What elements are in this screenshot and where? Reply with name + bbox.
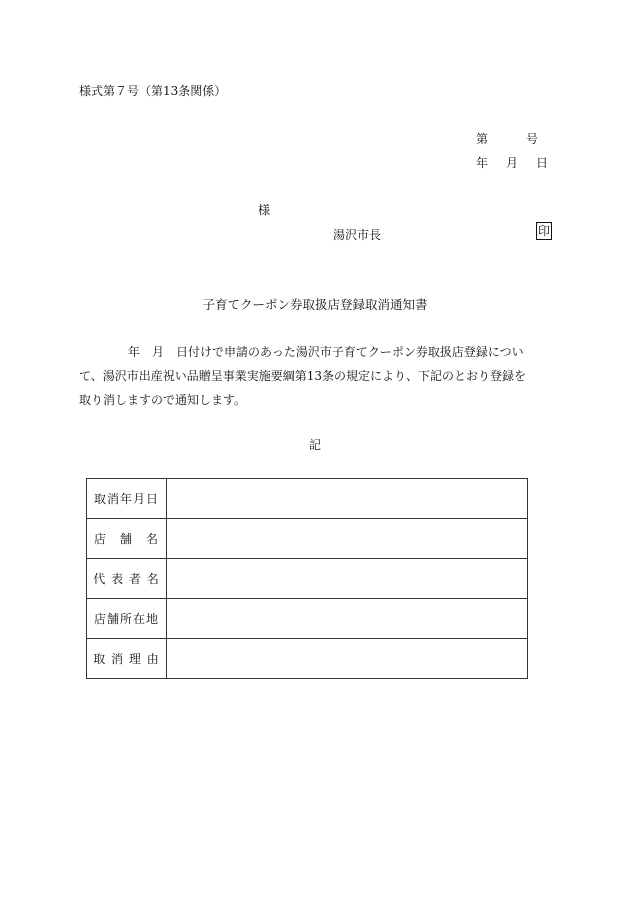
table-row <box>87 479 528 519</box>
table-row <box>87 639 528 679</box>
row-label-store-address: 店舗所在地 <box>87 599 167 639</box>
row-label-representative: 代 表 者 名 <box>87 559 167 599</box>
table-row <box>87 559 528 599</box>
row-value-cancel-date <box>167 479 528 519</box>
row-value-store-name <box>167 519 528 559</box>
date-day: 日 <box>536 156 549 170</box>
body-line: て、湯沢市出産祝い品贈呈事業実施要綱第13条の規定により、下記のとおり登録を <box>79 369 527 383</box>
body-line: 年 月 日付けで申請のあった湯沢市子育てクーポン券取扱店登録につい <box>128 345 524 359</box>
issuer-name: 湯沢市長 <box>333 228 382 242</box>
date-month: 月 <box>506 156 519 170</box>
table-row <box>87 599 528 639</box>
cancellation-details-table <box>86 478 528 679</box>
ki-heading: 記 <box>308 438 321 452</box>
document-number-prefix: 第 <box>476 132 489 146</box>
row-label-cancel-reason: 取 消 理 由 <box>87 639 167 679</box>
date-year: 年 <box>476 156 489 170</box>
body-paragraph <box>79 340 551 412</box>
document-number-suffix: 号 <box>526 132 539 146</box>
seal-mark: 印 <box>538 224 551 238</box>
row-value-representative <box>167 559 528 599</box>
row-value-store-address <box>167 599 528 639</box>
row-label-cancel-date: 取消年月日 <box>87 479 167 519</box>
recipient-honorific: 様 <box>258 203 271 217</box>
body-line: 取り消しますので通知します。 <box>79 393 247 407</box>
row-value-cancel-reason <box>167 639 528 679</box>
document-title: 子育てクーポン券取扱店登録取消通知書 <box>202 297 428 312</box>
form-number: 様式第７号（第13条関係） <box>79 84 227 98</box>
row-label-store-name: 店 舗 名 <box>87 519 167 559</box>
table-row <box>87 519 528 559</box>
